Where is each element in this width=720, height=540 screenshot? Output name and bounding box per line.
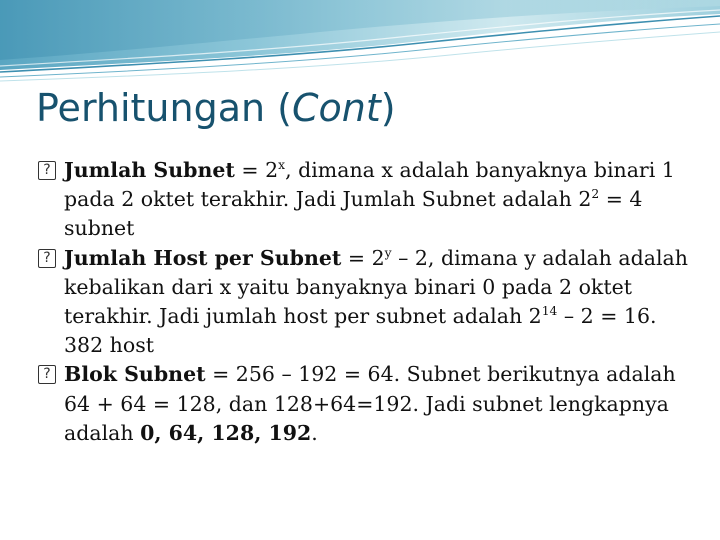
bullet-label: Jumlah Subnet: [64, 158, 235, 182]
bullet-equation: = 2: [341, 245, 385, 270]
bullet-label: Jumlah Host per Subnet: [64, 245, 342, 270]
title-text: Perhitungan (: [36, 86, 292, 130]
subnet-list: 0, 64, 128, 192: [140, 420, 312, 445]
bullet-text: – 2, dimana y adalah adalah kebalikan dari x yaitu banyaknya binari 0 pada 2 oktet terakhir. Jadi jumlah host per subnet adalah 2: [64, 245, 688, 329]
slide-body: [38, 156, 688, 448]
exponent: 14: [541, 304, 558, 319]
bullet-text: = 256 – 192 = 64. Subnet berikutnya adalah 64 + 64 = 128, dan 128+64=192. Jadi subnet lengkapnya adalah: [64, 362, 676, 445]
bullet-text: .: [311, 420, 318, 445]
title-italic: Cont: [292, 86, 381, 130]
missing-glyph-bullet-icon: [38, 161, 56, 180]
exponent: y: [384, 245, 392, 260]
bullet-text: = 4 subnet: [64, 187, 643, 241]
bullet-text: – 2 = 16. 382 host: [64, 304, 657, 358]
slide-title: [36, 88, 396, 130]
exponent: x: [278, 158, 286, 173]
bullet-jumlah-subnet: [38, 156, 688, 244]
bullet-jumlah-host: [38, 244, 688, 361]
missing-glyph-bullet-icon: [38, 249, 56, 268]
bullet-label: Blok Subnet: [64, 362, 206, 387]
exponent: 2: [591, 187, 600, 202]
missing-glyph-bullet-icon: [38, 365, 56, 384]
bullet-text: , dimana x adalah banyaknya binari 1 pada 2 oktet terakhir. Jadi Jumlah Subnet adalah 2: [64, 158, 675, 212]
title-close: ): [380, 86, 396, 130]
bullet-equation: = 2: [234, 158, 279, 182]
bullet-blok-subnet: [38, 360, 688, 448]
header-wave-decoration: [0, 0, 720, 90]
